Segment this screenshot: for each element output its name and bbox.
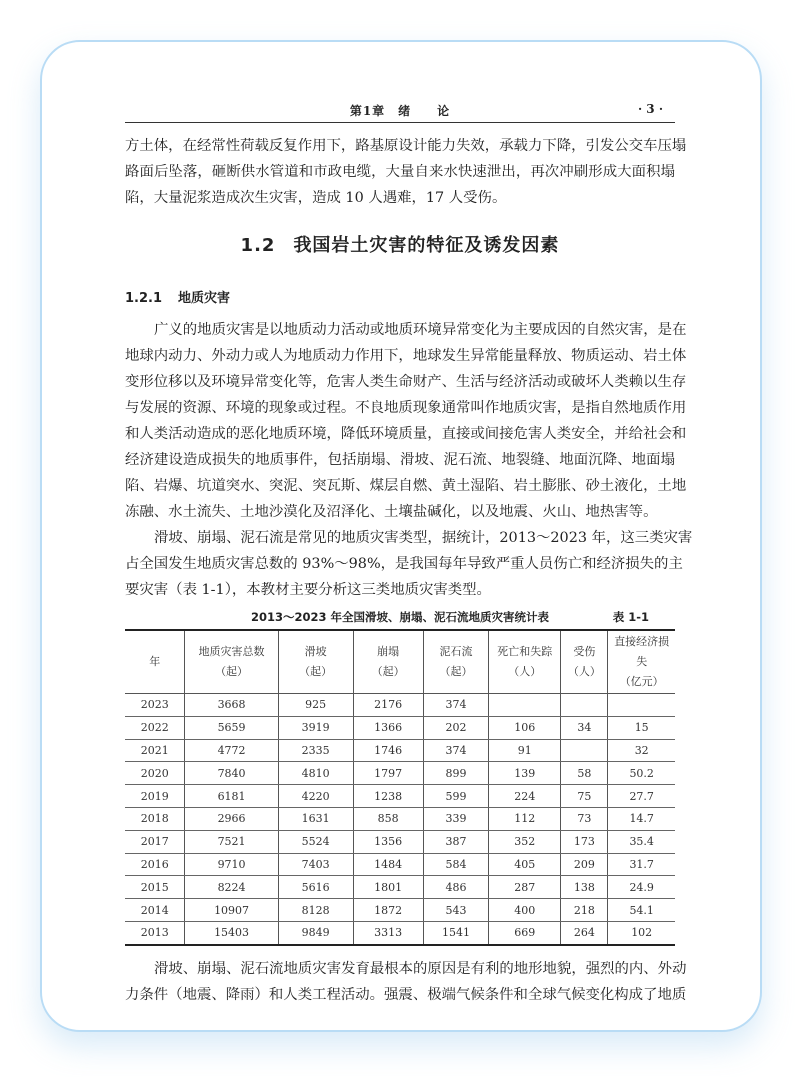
- table-cell: 2017: [125, 830, 185, 853]
- table-cell: 106: [489, 716, 561, 739]
- running-header: [125, 100, 675, 123]
- text-line: 要灾害（表 1-1），本教材主要分析这三类地质灾害类型。: [125, 582, 491, 598]
- paragraph-causes: [125, 956, 687, 1008]
- table-cell: 6181: [185, 785, 278, 808]
- table-row: [125, 762, 675, 785]
- column-header-line: （起）: [439, 665, 473, 678]
- table-cell: 287: [489, 876, 561, 899]
- table-cell: 54.1: [608, 899, 675, 922]
- table-caption-title: 2013～2023 年全国滑坡、崩塌、泥石流地质灾害统计表: [250, 610, 549, 624]
- table-cell: 1797: [353, 762, 423, 785]
- table-cell: 15: [608, 716, 675, 739]
- table-cell: 112: [489, 807, 561, 830]
- section-number: 1.2: [240, 235, 276, 256]
- table-cell: 2021: [125, 739, 185, 762]
- table-row: [125, 694, 675, 717]
- column-header-line: 滑坡: [304, 645, 327, 658]
- paragraph-statistics: [125, 525, 693, 603]
- table-cell: 339: [423, 807, 489, 830]
- table-cell: 3313: [353, 921, 423, 944]
- column-header-line: 直接经济损失: [614, 635, 670, 668]
- subsection-heading: [125, 287, 675, 309]
- table-cell: 224: [489, 785, 561, 808]
- paragraph-intro: [125, 133, 687, 211]
- paragraph-definition: [125, 317, 687, 525]
- table-row: [125, 739, 675, 762]
- text-line: 方土体，在经常性荷载反复作用下，路基原设计能力失效，承载力下降，引发公交车压塌: [125, 138, 687, 154]
- table-cell: [489, 694, 561, 717]
- table-cell: 387: [423, 830, 489, 853]
- column-header-line: （人）: [567, 665, 601, 678]
- table-cell: 9849: [278, 921, 353, 944]
- table-cell: [608, 694, 675, 717]
- table-cell: 31.7: [608, 853, 675, 876]
- table-cell: 2019: [125, 785, 185, 808]
- table-cell: 8128: [278, 899, 353, 922]
- table-cell: 4220: [278, 785, 353, 808]
- column-header-line: 泥石流: [439, 645, 473, 658]
- table-cell: 10907: [185, 899, 278, 922]
- text-line: 经济建设造成损失的地质事件，包括崩塌、滑坡、泥石流、地裂缝、地面沉降、地面塌: [125, 452, 675, 468]
- column-header: [561, 630, 608, 694]
- column-header-line: （起）: [371, 665, 405, 678]
- table-cell: 91: [489, 739, 561, 762]
- table-cell: 374: [423, 739, 489, 762]
- column-header: [278, 630, 353, 694]
- table-cell: 5659: [185, 716, 278, 739]
- table-cell: 75: [561, 785, 608, 808]
- table-cell: 58: [561, 762, 608, 785]
- table-cell: 2018: [125, 807, 185, 830]
- table-cell: 1484: [353, 853, 423, 876]
- column-header-line: 死亡和失踪: [497, 645, 553, 658]
- table-cell: 584: [423, 853, 489, 876]
- text-line: 与发展的资源、环境的现象或过程。不良地质现象通常叫作地质灾害，是指自然地质作用: [125, 400, 687, 416]
- table-cell: 2014: [125, 899, 185, 922]
- book-page: [125, 100, 693, 1008]
- text-line: 变形位移以及环境异常变化等，危害人类生命财产、生活与经济活动或破坏人类赖以生存: [125, 374, 687, 390]
- table-cell: 1541: [423, 921, 489, 944]
- table-cell: 24.9: [608, 876, 675, 899]
- text-line: 路面后坠落，砸断供水管道和市政电缆，大量自来水快速泄出，再次冲刷形成大面积塌: [125, 164, 675, 180]
- table-header-row: [125, 630, 675, 694]
- table-cell: 2023: [125, 694, 185, 717]
- table-cell: 27.7: [608, 785, 675, 808]
- table-cell: 32: [608, 739, 675, 762]
- text-line: 地球内动力、外动力或人为地质动力作用下，地球发生异常能量释放、物质运动、岩土体: [125, 348, 687, 364]
- column-header-line: 地质灾害总数: [198, 645, 265, 658]
- text-line: 陷、岩爆、坑道突水、突泥、突瓦斯、煤层自燃、黄土湿陷、岩土膨胀、砂土液化，土地: [125, 478, 687, 494]
- table-cell: [561, 694, 608, 717]
- table-cell: 1872: [353, 899, 423, 922]
- table-cell: 1746: [353, 739, 423, 762]
- table-cell: 1801: [353, 876, 423, 899]
- table-cell: 7521: [185, 830, 278, 853]
- table-row: [125, 716, 675, 739]
- column-header-line: （起）: [215, 665, 249, 678]
- subsection-number: 1.2.1: [125, 291, 163, 306]
- section-heading: [125, 231, 675, 257]
- table-cell: 1356: [353, 830, 423, 853]
- table-row: [125, 853, 675, 876]
- table-cell: 1631: [278, 807, 353, 830]
- table-cell: 669: [489, 921, 561, 944]
- table-cell: 5524: [278, 830, 353, 853]
- table-cell: 5616: [278, 876, 353, 899]
- table-cell: 15403: [185, 921, 278, 944]
- table-cell: 139: [489, 762, 561, 785]
- table-cell: 352: [489, 830, 561, 853]
- table-row: [125, 876, 675, 899]
- table-cell: [561, 739, 608, 762]
- table-cell: 209: [561, 853, 608, 876]
- text-line: 冻融、水土流失、土地沙漠化及沼泽化、土壤盐碱化，以及地震、火山、地热害等。: [125, 504, 658, 520]
- column-header: [489, 630, 561, 694]
- table-cell: 8224: [185, 876, 278, 899]
- table-cell: 264: [561, 921, 608, 944]
- table-cell: 1238: [353, 785, 423, 808]
- text-line: 滑坡、崩塌、泥石流是常见的地质灾害类型，据统计，2013～2023 年，这三类灾害: [154, 530, 693, 546]
- table-cell: 899: [423, 762, 489, 785]
- table-cell: 543: [423, 899, 489, 922]
- table-cell: 218: [561, 899, 608, 922]
- table-cell: 50.2: [608, 762, 675, 785]
- table-cell: 173: [561, 830, 608, 853]
- subsection-title: 地质灾害: [178, 291, 231, 306]
- page-number: · 3 ·: [637, 102, 663, 116]
- column-header: [125, 630, 185, 694]
- table-cell: 2335: [278, 739, 353, 762]
- table-cell: 73: [561, 807, 608, 830]
- table-row: [125, 921, 675, 944]
- column-header: [423, 630, 489, 694]
- table-cell: 1366: [353, 716, 423, 739]
- table-cell: 925: [278, 694, 353, 717]
- table-row: [125, 807, 675, 830]
- table-cell: 3919: [278, 716, 353, 739]
- column-header: [353, 630, 423, 694]
- table-caption: [125, 609, 675, 629]
- table-cell: 400: [489, 899, 561, 922]
- column-header-line: 崩塌: [377, 645, 400, 658]
- table-cell: 2020: [125, 762, 185, 785]
- table-row: [125, 785, 675, 808]
- table-cell: 7403: [278, 853, 353, 876]
- table-number: 表 1-1: [612, 610, 649, 624]
- table-cell: 4772: [185, 739, 278, 762]
- column-header-line: （亿元）: [619, 675, 664, 688]
- text-line: 和人类活动造成的恶化地质环境，降低环境质量，直接或间接危害人类安全，并给社会和: [125, 426, 687, 442]
- table-cell: 2176: [353, 694, 423, 717]
- text-line: 陷，大量泥浆造成次生灾害，造成 10 人遇难，17 人受伤。: [125, 190, 507, 206]
- table-cell: 138: [561, 876, 608, 899]
- section-title: 我国岩土灾害的特征及诱发因素: [293, 235, 560, 256]
- table-cell: 486: [423, 876, 489, 899]
- column-header: [608, 630, 675, 694]
- table-cell: 7840: [185, 762, 278, 785]
- table-cell: 2966: [185, 807, 278, 830]
- chapter-title: 第1章 绪 论: [349, 104, 451, 118]
- table-cell: 2013: [140, 926, 169, 940]
- column-header-line: （人）: [508, 665, 542, 678]
- table-row: [125, 899, 675, 922]
- table-cell: 2016: [125, 853, 185, 876]
- table-cell: 405: [489, 853, 561, 876]
- column-header-line: 年: [149, 655, 161, 668]
- column-header-line: 受伤: [573, 645, 596, 658]
- text-line: 广义的地质灾害是以地质动力活动或地质环境异常变化为主要成因的自然灾害，是在: [154, 322, 687, 338]
- table-cell: 2015: [125, 876, 185, 899]
- table-cell: 599: [423, 785, 489, 808]
- column-header-line: （起）: [299, 665, 333, 678]
- table-cell: 3668: [185, 694, 278, 717]
- disaster-statistics-table: [125, 629, 675, 946]
- table-row: [125, 830, 675, 853]
- text-line: 力条件（地震、降雨）和人类工程活动。强震、极端气候条件和全球气候变化构成了地质: [125, 986, 687, 1003]
- table-cell: 858: [353, 807, 423, 830]
- column-header: [185, 630, 278, 694]
- table-cell: 374: [423, 694, 489, 717]
- text-line: 滑坡、崩塌、泥石流地质灾害发育最根本的原因是有利的地形地貌，强烈的内、外动: [154, 960, 687, 977]
- table-cell: 35.4: [608, 830, 675, 853]
- table-cell: 14.7: [608, 807, 675, 830]
- table-cell: 2022: [125, 716, 185, 739]
- table-cell: 4810: [278, 762, 353, 785]
- table-cell: 9710: [185, 853, 278, 876]
- text-line: 占全国发生地质灾害总数的 93%～98%，是我国每年导致严重人员伤亡和经济损失的主: [125, 556, 683, 572]
- table-cell: 102: [608, 921, 675, 944]
- table-cell: 202: [423, 716, 489, 739]
- table-cell: 34: [561, 716, 608, 739]
